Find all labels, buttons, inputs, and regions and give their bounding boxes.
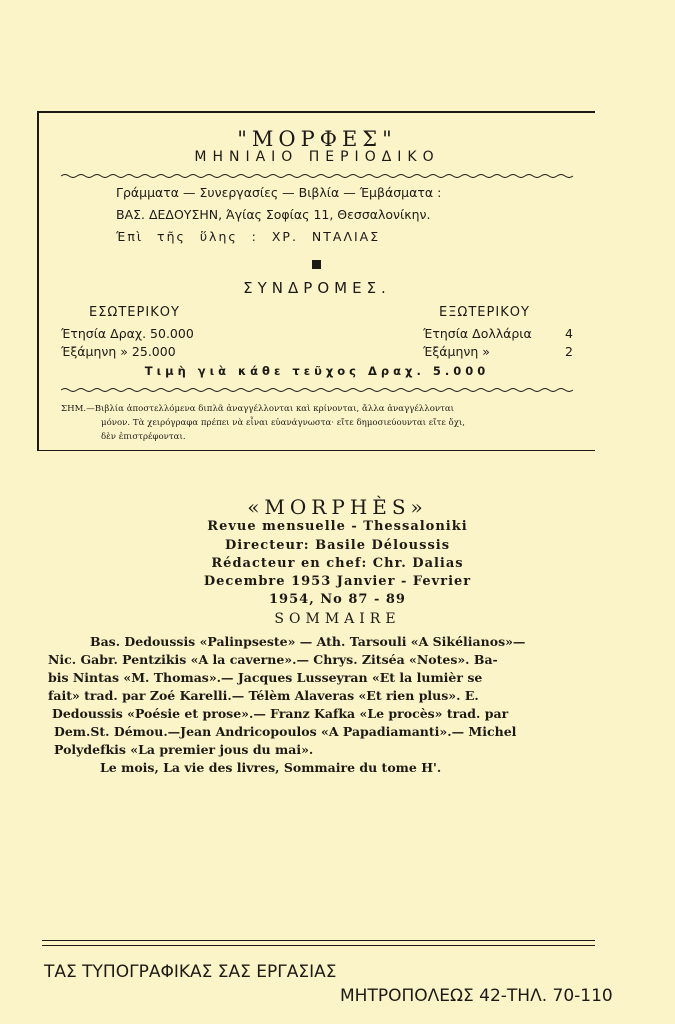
note-line-3: δὲν ἐπιστρέφονται. xyxy=(101,432,186,442)
footer-rule-top xyxy=(42,940,595,941)
date-line-1: Decembre 1953 Janvier - Fevrier xyxy=(203,574,472,589)
foreign-semiannual-label: Έξάμηνη » xyxy=(423,344,490,359)
revue-line: Revue mensuelle - Thessaloniki xyxy=(207,519,468,534)
greek-subtitle: ΜΗΝΙΑΙΟ ΠΕΡΙΟΔΙΚΟ xyxy=(194,149,440,165)
wavy-divider-top xyxy=(61,173,576,179)
contact-line-1: Γράμματα — Συνεργασίες — Βιβλία — Έμβάσματα : xyxy=(116,185,442,200)
sommaire-line: fait» trad. par Zoé Karelli.— Télèm Alaveras «Et rien plus». E. xyxy=(48,688,479,703)
editor-line: Έπὶ τῆς ὕλης : ΧΡ. ΝΤΑΛΙΑΣ xyxy=(116,229,381,244)
contact-line-2: ΒΑΣ. ΔΕΔΟΥΣΗΝ, Άγίας Σοφίας 11, Θεσσαλονίκην. xyxy=(116,207,431,222)
domestic-heading: ΕΣΩΤΕΡΙΚΟΥ xyxy=(89,305,180,320)
sommaire-body xyxy=(48,633,578,777)
sommaire-line: bis Nintas «M. Thomas».— Jacques Lusseyran «Et la lumièr se xyxy=(48,670,483,685)
wavy-divider-bottom xyxy=(61,387,576,393)
sommaire-line: Bas. Dedoussis «Palinpseste» — Ath. Tarsouli «A Sikélianos»— xyxy=(90,634,526,649)
bullet-square xyxy=(312,260,321,269)
foreign-heading: ΕΞΩΤΕΡΙΚΟΥ xyxy=(439,305,530,320)
note-line-1: ΣΗΜ.—Βιβλία ἀποστελλόμενα διπλᾶ ἀναγγέλλονται καὶ κρίνονται, ἄλλα ἀναγγέλλονται xyxy=(61,404,455,414)
redacteur-line: Rédacteur en chef: Chr. Dalias xyxy=(211,556,464,571)
foreign-annual-label: Έτησία Δολλάρια xyxy=(423,326,532,341)
greek-title: "ΜΟΡΦΕΣ" xyxy=(237,127,397,151)
date-line-2: 1954, No 87 - 89 xyxy=(269,592,406,607)
directeur-line: Directeur: Basile Déloussis xyxy=(224,538,451,553)
french-title: «MORPHÈS» xyxy=(247,495,428,519)
footer-rule-bottom xyxy=(42,945,595,946)
foreign-annual-value: 4 xyxy=(565,326,573,341)
sommaire-line: Polydefkis «La premier jous du mai». xyxy=(54,742,314,757)
issue-price: Τιμὴ γιὰ κάθε τεῦχος Δραχ. 5.000 xyxy=(144,364,490,378)
subscriptions-heading: ΣΥΝΔΡΟΜΕΣ. xyxy=(243,279,391,297)
masthead-box xyxy=(37,111,595,451)
footer-left-text: ΤΑΣ ΤΥΠΟΓΡΑΦΙΚΑΣ ΣΑΣ ΕΡΓΑΣΙΑΣ xyxy=(44,962,337,982)
sommaire-line: Le mois, La vie des livres, Sommaire du tome H'. xyxy=(100,760,442,775)
sommaire-line: Dem.St. Démou.—Jean Andricopoulos «A Papadiamanti».— Michel xyxy=(54,724,517,739)
foreign-semiannual-value: 2 xyxy=(565,344,573,359)
sommaire-heading: SOMMAIRE xyxy=(274,611,401,627)
domestic-semiannual: Έξάμηνη » 25.000 xyxy=(61,344,176,359)
domestic-annual: Έτησία Δραχ. 50.000 xyxy=(61,326,194,341)
note-line-2: μόνον. Τὰ χειρόγραφα πρέπει νὰ εἶναι εὐανάγνωστα· εἴτε δημοσιεύουνται εἴτε ὄχι, xyxy=(101,418,466,428)
sommaire-line: Nic. Gabr. Pentzikis «A la caverne».— Chrys. Zitséa «Notes». Ba- xyxy=(48,652,498,667)
sommaire-line: Dedoussis «Poésie et prose».— Franz Kafka «Le procès» trad. par xyxy=(52,706,509,721)
footer-right-text: ΜΗΤΡΟΠΟΛΕΩΣ 42-ΤΗΛ. 70-110 xyxy=(340,986,613,1006)
